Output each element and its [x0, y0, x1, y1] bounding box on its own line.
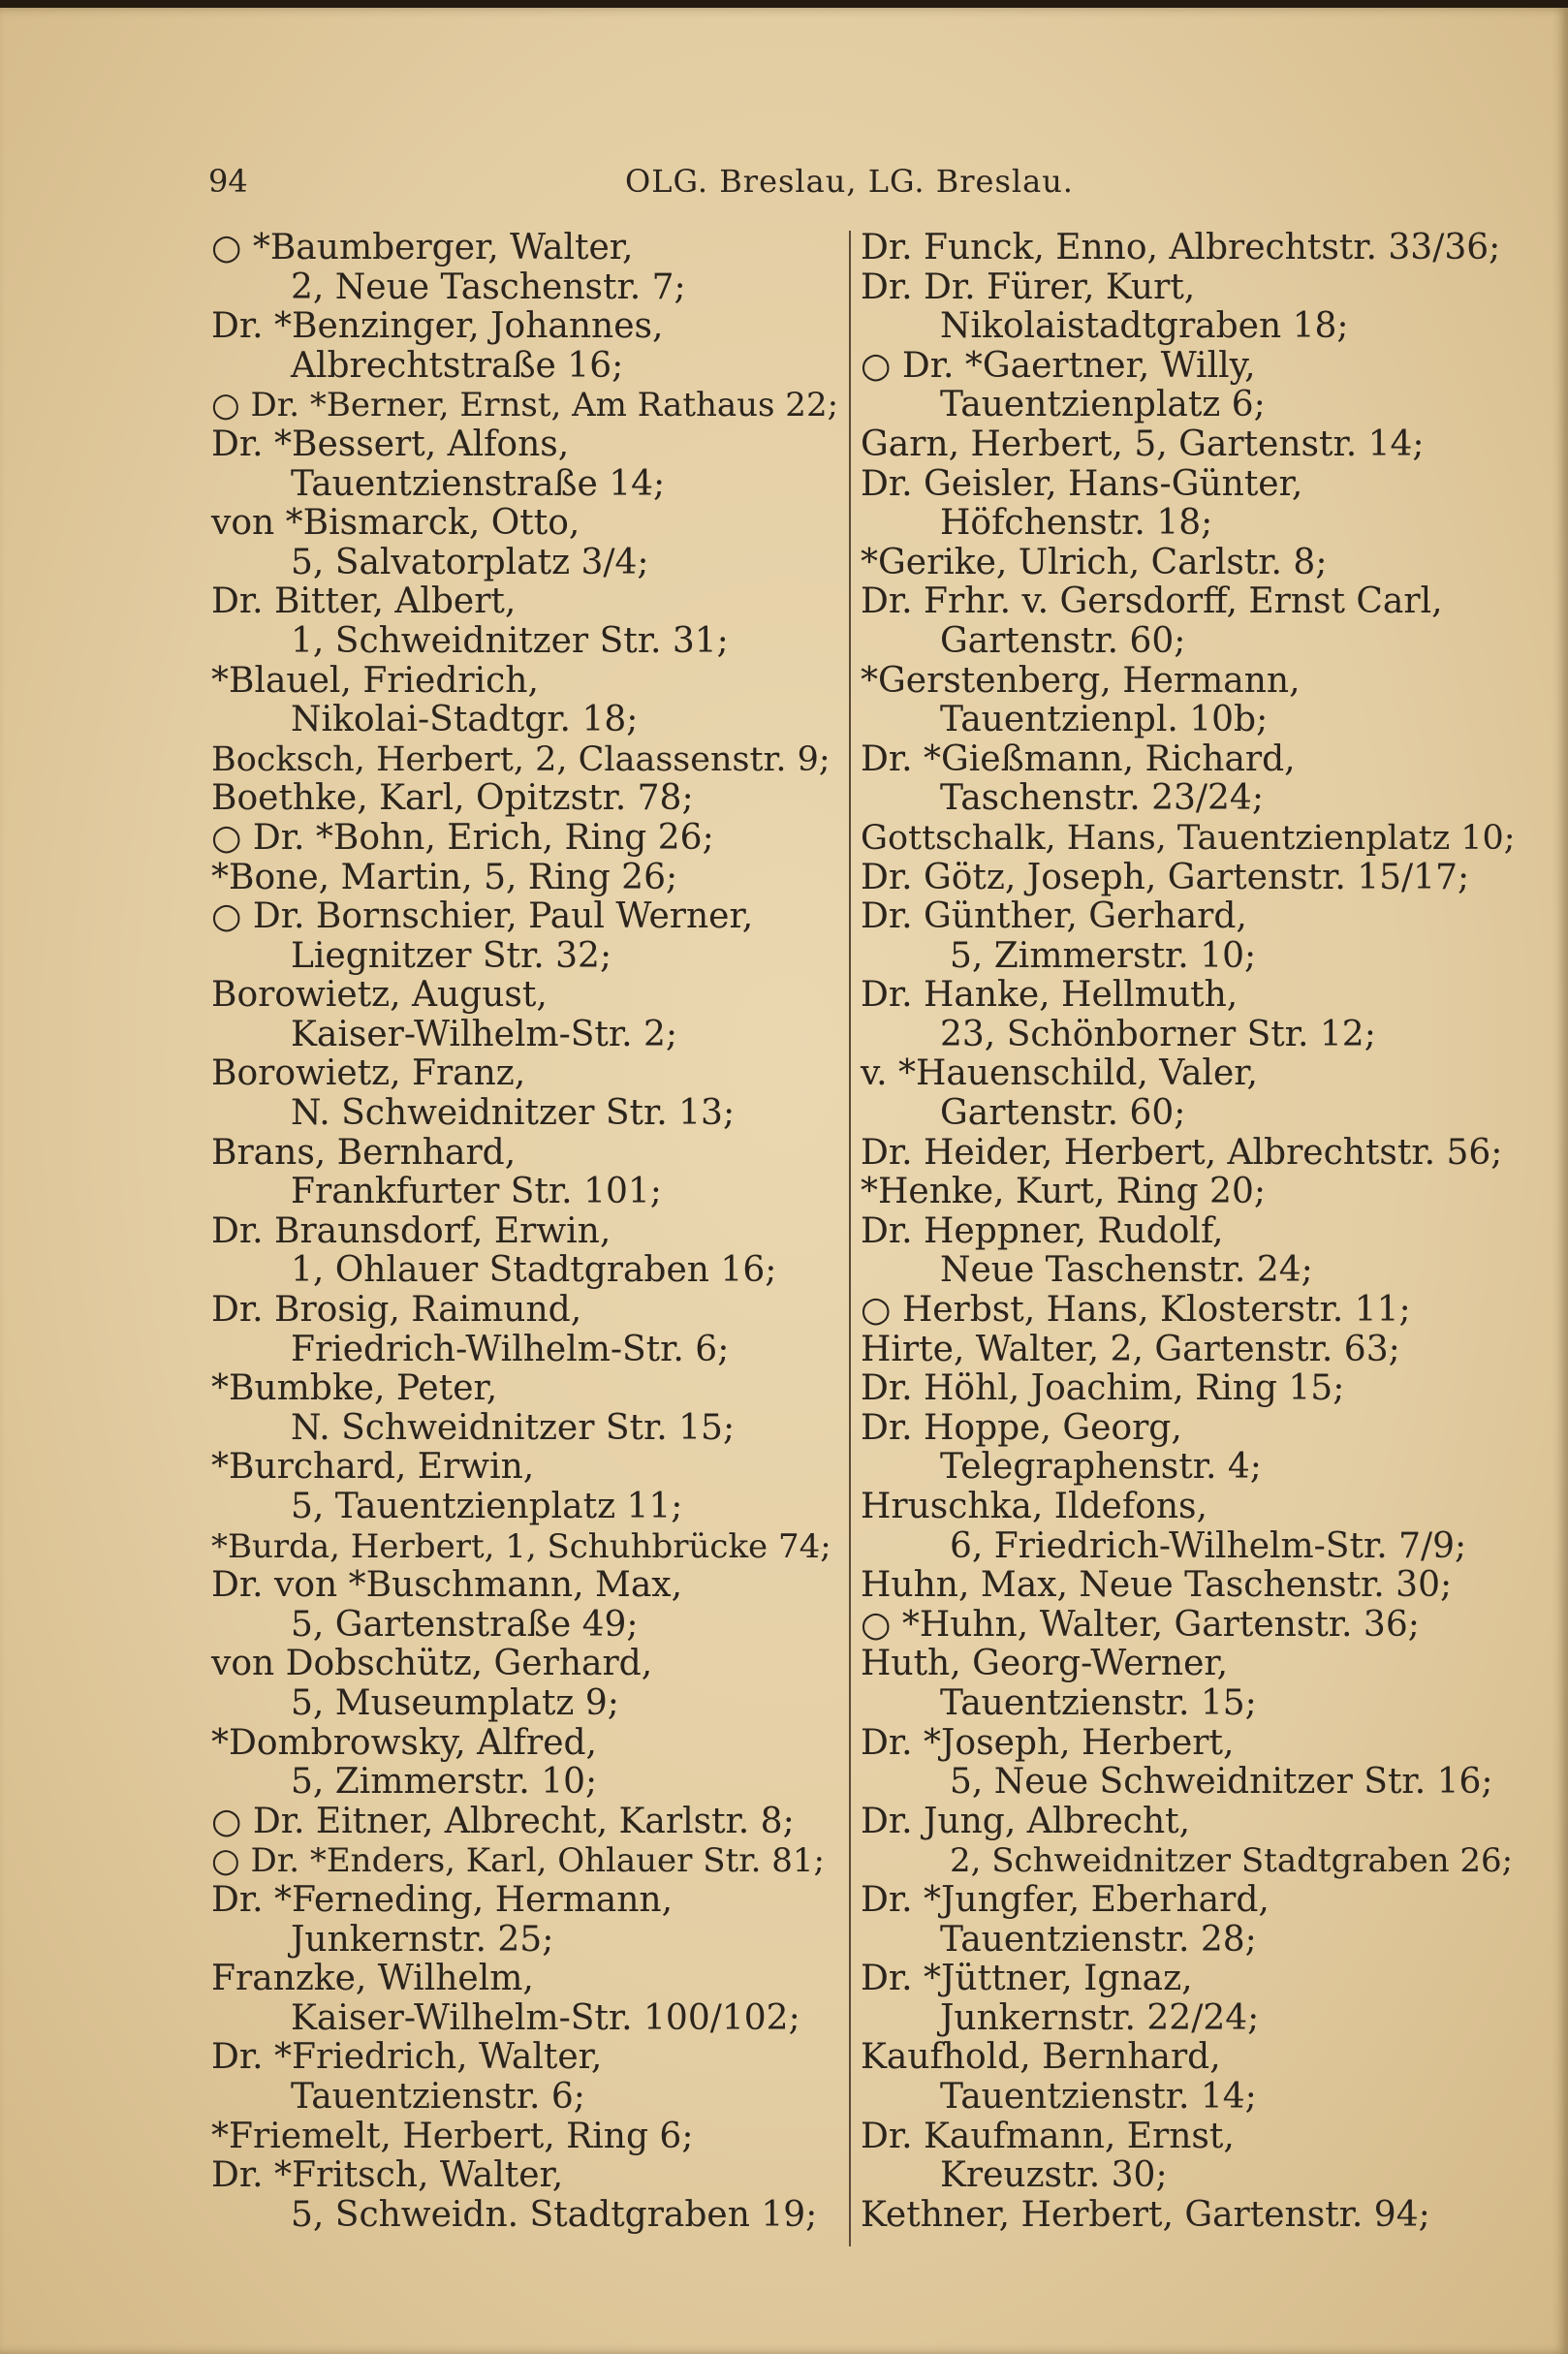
entry-name-line: Dr. *Ferneding, Hermann,: [211, 1879, 674, 1920]
entry-name-line: Brans, Bernhard,: [211, 1132, 517, 1173]
entry-address-line: Friedrich-Wilhelm-Str. 6;: [291, 1329, 730, 1369]
directory-entry: [211, 2118, 841, 2157]
entry-address-line: Tauentzienstr. 6;: [291, 2076, 585, 2117]
entry-name-line: *Bone, Martin, 5, Ring 26;: [211, 857, 678, 897]
entry-name-line: Dr. Hoppe, Georg,: [861, 1407, 1182, 1448]
directory-entry: [211, 386, 841, 425]
directory-entry: [211, 1566, 841, 1645]
directory-entry: [861, 1369, 1520, 1409]
directory-entry: [861, 1803, 1520, 1881]
directory-entry: [861, 1488, 1520, 1566]
entry-name-line: Dr. Bitter, Albert,: [211, 581, 517, 622]
directory-entry: [861, 1881, 1520, 1960]
entry-name-line: Dr. Hanke, Hellmuth,: [861, 975, 1239, 1016]
entry-name-line: ○ Dr. *Berner, Ernst, Am Rathaus 22;: [211, 386, 839, 425]
entry-name-line: Dr. Braunsdorf, Erwin,: [211, 1210, 612, 1251]
entry-address-line: 5, Tauentzienplatz 11;: [291, 1487, 683, 1526]
entry-name-line: Dr. *Bessert, Alfons,: [211, 424, 570, 464]
entry-name-line: Huth, Georg-Werner,: [861, 1644, 1229, 1684]
entry-name-line: Dr. *Friedrich, Walter,: [211, 2037, 603, 2078]
entry-name-line: *Bumbke, Peter,: [211, 1368, 498, 1409]
entry-address-line: Kaiser-Wilhelm-Str. 100/102;: [291, 1997, 800, 2038]
directory-entry: [861, 347, 1520, 425]
entry-address-line: Tauentzienstr. 28;: [940, 1919, 1257, 1960]
directory-entry: [861, 897, 1520, 976]
entry-address-line: Nikolaistadtgraben 18;: [940, 306, 1349, 347]
directory-entry: [211, 1291, 841, 1369]
entry-name-line: Hirte, Walter, 2, Gartenstr. 63;: [861, 1329, 1400, 1369]
entry-name-line: Dr. Kaufmann, Ernst,: [861, 2116, 1235, 2156]
directory-entry: [861, 1566, 1520, 1606]
directory-entry: [211, 504, 841, 582]
directory-entry: [211, 740, 841, 780]
directory-entry: [211, 1369, 841, 1448]
entry-name-line: von *Bismarck, Otto,: [211, 503, 580, 544]
entry-name-line: Franzke, Wilhelm,: [211, 1959, 534, 1999]
directory-entry: [861, 819, 1520, 859]
directory-entry: [861, 1606, 1520, 1646]
entry-name-line: Hruschka, Ildefons,: [861, 1487, 1207, 1526]
entry-name-line: Dr. Geisler, Hans-Günter,: [861, 463, 1303, 504]
entry-address-line: 5, Salvatorplatz 3/4;: [291, 542, 649, 582]
entry-name-line: *Friemelt, Herbert, Ring 6;: [211, 2116, 694, 2156]
entry-name-line: Borowietz, August,: [211, 975, 548, 1016]
entry-name-line: ○ Dr. *Bohn, Erich, Ring 26;: [211, 817, 714, 858]
entry-name-line: Boethke, Karl, Opitzstr. 78;: [211, 778, 694, 819]
entry-name-line: Bocksch, Herbert, 2, Claassenstr. 9;: [211, 739, 831, 779]
directory-entry: [211, 1054, 841, 1133]
directory-entry: [211, 2038, 841, 2117]
entry-address-line: Taschenstr. 23/24;: [940, 778, 1264, 819]
directory-entry: [861, 582, 1520, 661]
entry-name-line: Dr. *Jungfer, Eberhard,: [861, 1879, 1270, 1920]
entry-address-line: Tauentzienstr. 15;: [940, 1682, 1257, 1723]
directory-page: [0, 8, 1568, 2354]
entry-address-line: Frankfurter Str. 101;: [291, 1172, 662, 1212]
entry-name-line: Huhn, Max, Neue Taschenstr. 30;: [861, 1565, 1453, 1606]
entry-name-line: ○ Herbst, Hans, Klosterstr. 11;: [861, 1290, 1411, 1331]
entry-name-line: Dr. Heider, Herbert, Albrechtstr. 56;: [861, 1132, 1503, 1173]
entry-name-line: ○ Dr. *Gaertner, Willy,: [861, 345, 1256, 386]
entry-name-line: *Burda, Herbert, 1, Schuhbrücke 74;: [211, 1526, 831, 1566]
entry-name-line: ○ Dr. Bornschier, Paul Werner,: [211, 896, 754, 937]
left-column: [211, 229, 841, 2235]
directory-entry: [861, 465, 1520, 544]
directory-entry: [211, 1134, 841, 1212]
directory-entry: [861, 859, 1520, 898]
entry-address-line: Telegraphenstr. 4;: [940, 1447, 1262, 1488]
entry-address-line: Nikolai-Stadtgr. 18;: [291, 700, 639, 740]
directory-entry: [861, 229, 1520, 268]
entry-name-line: Borowietz, Franz,: [211, 1053, 526, 1094]
directory-entry: [211, 1803, 841, 1842]
directory-entry: [211, 1527, 841, 1567]
directory-entry: [861, 1134, 1520, 1174]
entry-name-line: Dr. Dr. Fürer, Kurt,: [861, 267, 1196, 307]
directory-entry: [211, 662, 841, 740]
entry-name-line: ○ Dr. *Enders, Karl, Ohlauer Str. 81;: [211, 1841, 826, 1881]
entry-name-line: Kaufhold, Bernhard,: [861, 2037, 1221, 2078]
entry-address-line: N. Schweidnitzer Str. 13;: [291, 1093, 736, 1134]
entry-name-line: Dr. *Gießmann, Richard,: [861, 738, 1296, 779]
directory-entry: [211, 1645, 841, 1723]
directory-entry: [211, 425, 841, 504]
entry-name-line: Gottschalk, Hans, Tauentzienplatz 10;: [861, 818, 1516, 858]
directory-entry: [861, 740, 1520, 819]
entry-name-line: Dr. Jung, Albrecht,: [861, 1801, 1191, 1841]
entry-address-line: Tauentzienpl. 10b;: [940, 700, 1269, 740]
entry-address-line: Tauentzienstraße 14;: [291, 463, 666, 504]
entry-address-line: Liegnitzer Str. 32;: [291, 935, 612, 976]
entry-address-line: 2, Neue Taschenstr. 7;: [291, 267, 686, 307]
directory-entry: [211, 1448, 841, 1526]
page-number: 94: [208, 163, 248, 200]
entry-address-line: Gartenstr. 60;: [940, 620, 1186, 661]
directory-entry: [211, 229, 841, 307]
entry-address-line: 5, Gartenstraße 49;: [291, 1604, 639, 1645]
entry-name-line: Dr. Günther, Gerhard,: [861, 896, 1247, 937]
directory-entry: [211, 1212, 841, 1291]
entry-name-line: Dr. *Benzinger, Johannes,: [211, 306, 664, 347]
entry-name-line: *Blauel, Friedrich,: [211, 660, 539, 701]
entry-name-line: *Dombrowsky, Alfred,: [211, 1722, 597, 1763]
entry-address-line: Gartenstr. 60;: [940, 1093, 1186, 1134]
directory-entry: [861, 2038, 1520, 2117]
directory-entry: [861, 1291, 1520, 1331]
entry-name-line: von Dobschütz, Gerhard,: [211, 1644, 653, 1684]
directory-entry: [861, 1212, 1520, 1291]
directory-entry: [211, 582, 841, 661]
entry-address-line: 1, Schweidnitzer Str. 31;: [291, 620, 729, 661]
directory-entry: [211, 1960, 841, 2038]
directory-entry: [211, 897, 841, 976]
entry-name-line: ○ Dr. Eitner, Albrecht, Karlstr. 8;: [211, 1801, 795, 1841]
directory-entry: [861, 2196, 1520, 2236]
entry-address-line: Kaiser-Wilhelm-Str. 2;: [291, 1014, 678, 1054]
entry-name-line: Dr. Brosig, Raimund,: [211, 1290, 582, 1331]
entry-address-line: 5, Schweidn. Stadtgraben 19;: [291, 2194, 818, 2235]
entry-address-line: Kreuzstr. 30;: [940, 2155, 1168, 2196]
entry-address-line: 5, Zimmerstr. 10;: [291, 1762, 598, 1803]
directory-entry: [861, 1960, 1520, 2038]
entry-name-line: Dr. Höhl, Joachim, Ring 15;: [861, 1368, 1345, 1409]
entry-address-line: 5, Neue Schweidnitzer Str. 16;: [950, 1762, 1493, 1803]
entry-name-line: Dr. *Fritsch, Walter,: [211, 2155, 564, 2196]
directory-entry: [861, 1645, 1520, 1723]
entry-name-line: Dr. *Jüttner, Ignaz,: [861, 1959, 1193, 1999]
entry-address-line: 5, Museumplatz 9;: [291, 1682, 619, 1723]
directory-entry: [861, 425, 1520, 465]
directory-entry: [861, 1054, 1520, 1133]
directory-entry: [211, 307, 841, 386]
entry-name-line: *Gerike, Ulrich, Carlstr. 8;: [861, 542, 1328, 582]
entry-address-line: 2, Schweidnitzer Stadtgraben 26;: [950, 1841, 1514, 1881]
entry-name-line: Kethner, Herbert, Gartenstr. 94;: [861, 2194, 1430, 2235]
entry-name-line: ○ *Huhn, Walter, Gartenstr. 36;: [861, 1604, 1420, 1645]
directory-entry: [211, 976, 841, 1054]
directory-entry: [861, 544, 1520, 583]
directory-entry: [861, 1724, 1520, 1803]
entry-name-line: Dr. *Joseph, Herbert,: [861, 1722, 1235, 1763]
directory-entry: [861, 1331, 1520, 1370]
entry-name-line: Dr. von *Buschmann, Max,: [211, 1565, 683, 1606]
directory-entry: [861, 662, 1520, 740]
entry-name-line: Dr. Heppner, Rudolf,: [861, 1210, 1224, 1251]
entry-name-line: v. *Hauenschild, Valer,: [861, 1053, 1258, 1094]
entry-address-line: Albrechtstraße 16;: [291, 345, 624, 386]
entry-address-line: Tauentzienstr. 14;: [940, 2076, 1257, 2117]
directory-entry: [211, 1881, 841, 1960]
entry-address-line: Tauentzienplatz 6;: [940, 385, 1266, 425]
entry-address-line: 6, Friedrich-Wilhelm-Str. 7/9;: [950, 1525, 1467, 1566]
entry-name-line: Dr. Funck, Enno, Albrechtstr. 33/36;: [861, 228, 1501, 267]
directory-entry: [211, 819, 841, 859]
directory-entry: [211, 1841, 841, 1881]
entry-address-line: 1, Ohlauer Stadtgraben 16;: [291, 1250, 777, 1291]
directory-entry: [861, 1409, 1520, 1488]
directory-entry: [861, 1173, 1520, 1212]
entry-address-line: Junkernstr. 22/24;: [940, 1997, 1260, 2038]
directory-entry: [211, 859, 841, 898]
entry-name-line: *Burchard, Erwin,: [211, 1447, 535, 1488]
entry-name-line: Dr. Frhr. v. Gersdorff, Ernst Carl,: [861, 581, 1443, 622]
entry-address-line: N. Schweidnitzer Str. 15;: [291, 1407, 736, 1448]
entry-address-line: Junkernstr. 25;: [291, 1919, 554, 1960]
column-divider: [849, 231, 851, 2246]
entry-address-line: 23, Schönborner Str. 12;: [940, 1014, 1376, 1054]
directory-entry: [211, 779, 841, 819]
directory-entry: [861, 268, 1520, 347]
running-title: OLG. Breslau, LG. Breslau.: [625, 163, 1074, 200]
directory-entry: [211, 1724, 841, 1803]
entry-address-line: 5, Zimmerstr. 10;: [950, 935, 1257, 976]
entry-name-line: *Gerstenberg, Hermann,: [861, 660, 1301, 701]
entry-name-line: Garn, Herbert, 5, Gartenstr. 14;: [861, 424, 1425, 464]
directory-entry: [861, 976, 1520, 1054]
entry-name-line: ○ *Baumberger, Walter,: [211, 228, 634, 267]
right-column: [861, 229, 1520, 2235]
directory-entry: [861, 2118, 1520, 2196]
entry-address-line: Höfchenstr. 18;: [940, 503, 1213, 544]
directory-entry: [211, 2156, 841, 2235]
entry-name-line: *Henke, Kurt, Ring 20;: [861, 1172, 1266, 1212]
entry-name-line: Dr. Götz, Joseph, Gartenstr. 15/17;: [861, 857, 1470, 897]
entry-address-line: Neue Taschenstr. 24;: [940, 1250, 1313, 1291]
page-header: [208, 153, 1081, 211]
